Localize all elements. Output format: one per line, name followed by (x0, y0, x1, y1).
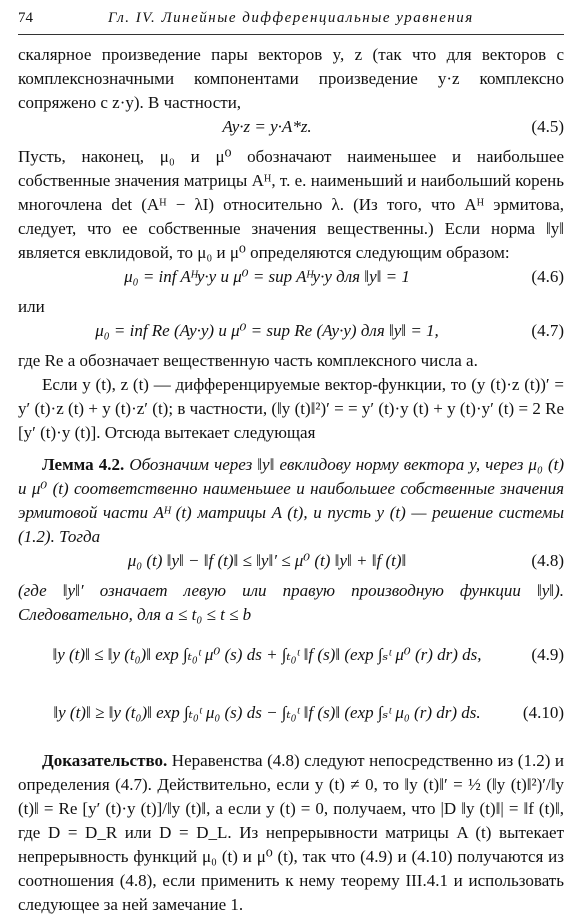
equation-body: ‖y (t)‖ ≤ ‖y (t₀)‖ exp ∫ₜ₀ᵗ μ⁰ (s) ds + ∫ₜ₀ᵗ ‖f (s)‖ (exp ∫ₛᵗ μ⁰ (r) dr) ds, (52, 645, 482, 664)
proof-title: Доказательство. (42, 751, 168, 770)
paragraph-4: Если y (t), z (t) — дифференцируемые вектор-функции, то (y (t)·z (t))′ = y′ (t)·z (t) + y (t)·z′ (t); в частности, (‖y (t)‖²)′ = = y′ (t)·y (t) + y (t)·y′ (t) = 2 Re [y′ (t)·y (t)]. Отсюда вытекает следующая (18, 375, 564, 442)
equation-body: μ₀ = inf Aᴴy·y и μ⁰ = sup Aᴴy·y для ‖y‖ = 1 (124, 267, 410, 286)
equation-body: μ₀ (t) ‖y‖ − ‖f (t)‖ ≤ ‖y‖′ ≤ μ⁰ (t) ‖y‖ + ‖f (t)‖ (127, 551, 407, 570)
equation-4-8 (18, 549, 564, 579)
lemma-text: Обозначим через ‖y‖ евклидову норму вектора y, через μ₀ (t) и μ⁰ (t) соответственно наименьшее и наибольшее собственные значения эрмитовой части Aᴴ (t) матрицы A (t), и пусть y (t) — решение системы (1.2). Тогда (18, 455, 565, 546)
lemma-title: Лемма 4.2. (42, 455, 125, 474)
equation-4-7 (18, 319, 564, 349)
equation-body: ‖y (t)‖ ≥ ‖y (t₀)‖ exp ∫ₜ₀ᵗ μ₀ (s) ds − ∫ₜ₀ᵗ ‖f (s)‖ (exp ∫ₛᵗ μ₀ (r) dr) ds. (53, 703, 481, 722)
paragraph-2: Пусть, наконец, μ₀ и μ⁰ обозначают наименьшее и наибольшее собственные значения матрицы Aᴴ, т. е. наименьший и наибольший корень многочлена det (Aᴴ − λI) относительно λ. (Из того, что Aᴴ эрмитова, следует, что ее собственные значения вещественны.) Если норма ‖y‖ является евклидовой, то μ₀ и μ⁰ определяются следующим образом: (18, 147, 564, 262)
equation-4-5 (18, 115, 564, 145)
running-title: Гл. IV. Линейные дифференциальные уравнения (108, 10, 474, 26)
or-text: или (18, 297, 45, 316)
equation-number: (4.9) (531, 645, 564, 664)
page-number: 74 (18, 10, 33, 26)
equation-4-10 (18, 685, 564, 743)
paragraph-5: (где ‖y‖′ означает левую или правую производную функции ‖y‖). Следовательно, для a ≤ t₀ ≤ t ≤ b (18, 581, 564, 624)
page (18, 10, 564, 917)
equation-body: μ₀ = inf Re (Ay·y) и μ⁰ = sup Re (Ay·y) для ‖y‖ = 1, (95, 321, 439, 340)
equation-4-9 (18, 627, 564, 685)
equation-number: (4.10) (522, 703, 564, 722)
equation-number: (4.6) (531, 267, 564, 286)
paragraph-3: где Re a обозначает вещественную часть комплексного числа a. (18, 351, 478, 370)
equation-4-6 (18, 265, 564, 295)
equation-body: Ay·z = y·A*z. (222, 117, 312, 136)
proof-text: Неравенства (4.8) следуют непосредственно из (1.2) и определения (4.7). Действительно, если y (t) ≠ 0, то ‖y (t)‖′ = ½ (‖y (t)‖²)′/‖y (t)‖ = Re [y′ (t)·y (t)]/‖y (t)‖, а если y (t) = 0, получаем, что |D ‖y (t)‖| = ‖f (t)‖, где D = D_R или D = D_L. Из непрерывности матрицы A (t) вытекает непрерывность функций μ₀ (t) и μ⁰ (t), так что (4.9) и (4.10) получаются из соотношения (4.8), если применить к нему теорему III.4.1 и использовать следующее за ней замечание 1. (18, 751, 565, 914)
proof-paragraph (18, 749, 564, 917)
page-header (18, 10, 564, 32)
lemma-paragraph (18, 453, 564, 549)
equation-number: (4.5) (531, 117, 564, 136)
header-rule (18, 34, 564, 35)
equation-number: (4.8) (531, 551, 564, 570)
equation-number: (4.7) (531, 321, 564, 340)
paragraph-1: скалярное произведение пары векторов y, z (так что для векторов с комплекснозначными компонентами произведение y·z комплексно сопряжено с z·y). В частности, (18, 45, 564, 112)
